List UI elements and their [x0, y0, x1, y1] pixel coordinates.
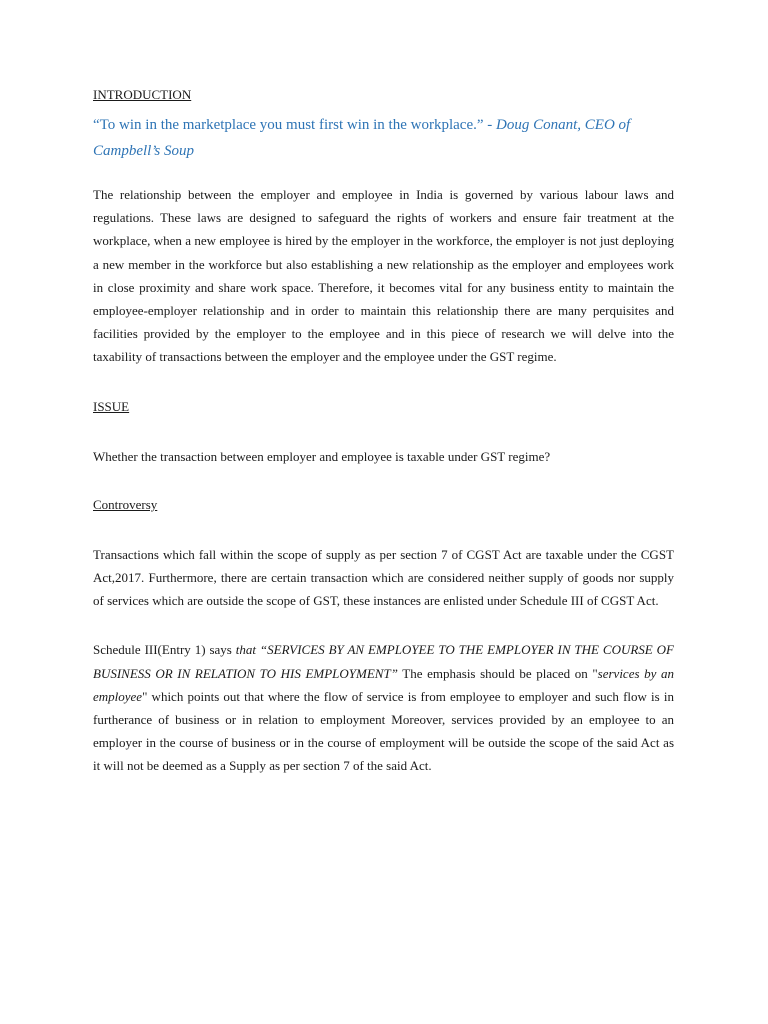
schedule-paragraph — [93, 638, 674, 777]
introduction-heading: INTRODUCTION — [93, 87, 192, 102]
quote-text: “To win in the marketplace you must first win in the workplace.” — [93, 117, 484, 133]
issue-heading: ISSUE — [93, 398, 130, 414]
issue-question: Whether the transaction between employer and employee is taxable under GST regime? — [93, 448, 551, 464]
schedule-entry-quote: that “SERVICES BY AN EMPLOYEE TO THE EMPLOYER IN THE COURSE OF BUSINESS OR IN RELATION TO HIS EMPLOYMENT” — [93, 642, 674, 681]
schedule-emphasis: services by an employee — [93, 665, 674, 704]
controversy-heading: Controversy — [93, 496, 158, 512]
quote-attribution: Doug Conant, CEO of Campbell’s Soup — [93, 117, 631, 159]
quote-separator: - — [483, 117, 497, 133]
schedule-text-2: The emphasis should be placed on " — [397, 665, 598, 681]
schedule-text-1: Schedule III(Entry 1) says — [93, 642, 236, 658]
opening-quote — [93, 112, 674, 164]
intro-paragraph: The relationship between the employer and employee in India is governed by various labour laws and regulations. These laws are designed to safeguard the rights of workers and ensure fair treatment at the workplace, when a new employee is hired by the employer in the workforce, the employer is not just deploying a new member in the workforce but also establishing a new relationship as the employer and employees work in close proximity and share work space. Therefore, it becomes vital for any business entity to maintain the employee-employer relationship and in order to maintain this relationship there are many perquisites and facilities provided by the employer to the employee and in this piece of research we will delve into the taxability of transactions between the employer and the employee under the GST regime. — [93, 187, 674, 365]
document-page — [93, 86, 674, 778]
schedule-text-3: " which points out that where the flow of service is from employee to employer and such flow is in furtherance of business or in relation to employment Moreover, services provided by an employee to an employer in the course of business or in the course of employment will be outside the scope of the said Act as it will not be deemed as a Supply as per section 7 of the said Act. — [93, 688, 674, 774]
controversy-paragraph: Transactions which fall within the scope of supply as per section 7 of CGST Act are taxable under the CGST Act,2017. Furthermore, there are certain transaction which are considered neither supply of goods nor supply of services which are outside the scope of GST, these instances are enlisted under Schedule III of CGST Act. — [93, 546, 674, 609]
